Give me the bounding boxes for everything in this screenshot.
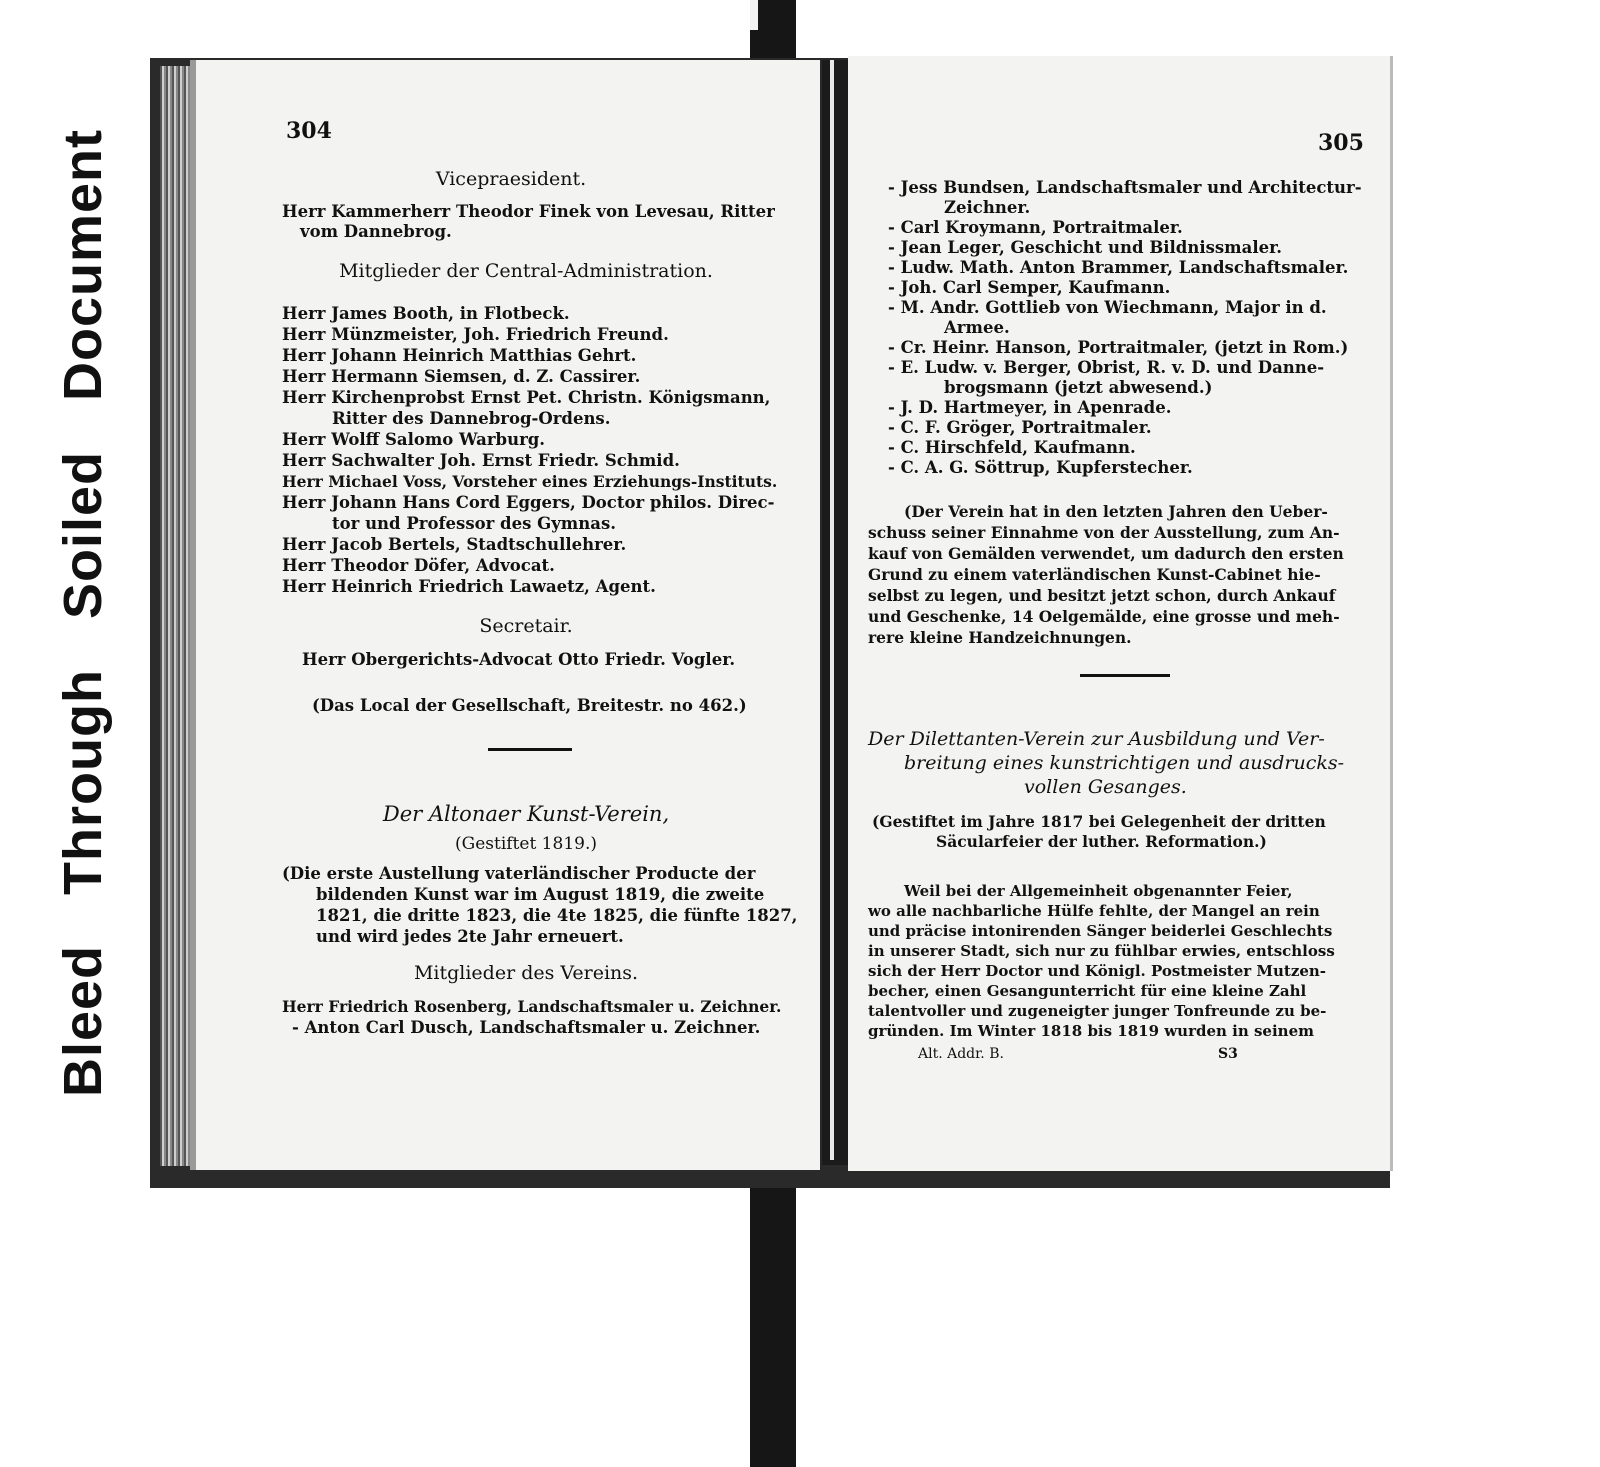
vice-heading: Vicepraesident. <box>435 168 587 190</box>
member-line: - Cr. Heinr. Hanson, Portraitmaler, (jetzt in Rom.) <box>888 338 1349 357</box>
note-line: rere kleine Handzeichnungen. <box>868 628 1132 647</box>
gutter-highlight <box>830 60 834 1160</box>
dilettanten-title-line: Der Dilettanten-Verein zur Ausbildung und Ver- <box>868 728 1325 750</box>
note-line: kauf von Gemälden verwendet, um dadurch den ersten <box>868 544 1344 563</box>
note-line: Grund zu einem vaterländischen Kunst-Cabinet hie- <box>868 565 1321 584</box>
secretary-heading: Secretair. <box>479 615 573 637</box>
members-line: - Anton Carl Dusch, Landschaftsmaler u. Zeichner. <box>292 1018 761 1037</box>
body-line: in unserer Stadt, sich nur zu fühlbar erwies, entschloss <box>868 942 1335 960</box>
member-line: - E. Ludw. v. Berger, Obrist, R. v. D. und Danne- <box>888 358 1325 377</box>
admin-line: Herr Heinrich Friedrich Lawaetz, Agent. <box>282 577 656 596</box>
body-line: wo alle nachbarliche Hülfe fehlte, der Mangel an rein <box>868 902 1320 920</box>
members-heading: Mitglieder des Vereins. <box>413 962 639 984</box>
admin-line: Herr Sachwalter Joh. Ernst Friedr. Schmid. <box>282 451 680 470</box>
body-line: Weil bei der Allgemeinheit obgenannter Feier, <box>904 882 1293 900</box>
secretary-line: Herr Obergerichts-Advocat Otto Friedr. Vogler. <box>302 650 736 669</box>
kunstverein-line: (Die erste Austellung vaterländischer Producte der <box>282 864 756 883</box>
section-rule <box>488 748 572 751</box>
gutter <box>822 60 848 1165</box>
note-line: (Der Verein hat in den letzten Jahren den Ueber- <box>904 502 1328 521</box>
admin-line: Herr James Booth, in Flotbeck. <box>282 304 570 323</box>
body-line: sich der Herr Doctor und Königl. Postmeister Mutzen- <box>868 962 1327 980</box>
body-line: becher, einen Gesangunterricht für eine kleine Zahl <box>868 982 1307 1000</box>
note-line: schuss seiner Einnahme von der Ausstellung, zum An- <box>868 523 1340 542</box>
section-rule <box>1080 674 1170 677</box>
local-line: (Das Local der Gesellschaft, Breitestr. no 462.) <box>312 696 747 715</box>
strip-edge <box>750 0 758 30</box>
page-number-left: 304 <box>286 118 332 144</box>
kunstverein-line: bildenden Kunst war im August 1819, die zweite <box>316 885 765 904</box>
member-line: - Jess Bundsen, Landschaftsmaler und Architectur- <box>888 178 1362 197</box>
kunstverein-title: Der Altonaer Kunst-Verein, <box>382 802 670 826</box>
admin-line: tor und Professor des Gymnas. <box>332 514 616 533</box>
member-line: brogsmann (jetzt abwesend.) <box>944 378 1213 397</box>
member-line: Armee. <box>944 318 1010 337</box>
admin-line: Herr Theodor Döfer, Advocat. <box>282 556 555 575</box>
right-page <box>848 56 1393 1171</box>
admin-line: Herr Kirchenprobst Ernst Pet. Christn. Königsmann, <box>282 388 771 407</box>
member-line: - C. F. Gröger, Portraitmaler. <box>888 418 1152 437</box>
dilettanten-founded-line: Säcularfeier der luther. Reformation.) <box>936 832 1267 851</box>
side-label-text: Bleed Through Soiled Document <box>53 128 113 1098</box>
member-line: - C. Hirschfeld, Kaufmann. <box>888 438 1136 457</box>
members-line: Herr Friedrich Rosenberg, Landschaftsmaler u. Zeichner. <box>282 997 782 1016</box>
side-label <box>40 88 126 1138</box>
body-line: gründen. Im Winter 1818 bis 1819 wurden in seinem <box>868 1022 1314 1040</box>
note-line: selbst zu legen, und besitzt jetzt schon, durch Ankauf <box>868 586 1336 605</box>
dilettanten-title-line: vollen Gesanges. <box>1024 776 1187 798</box>
member-line: Zeichner. <box>944 198 1031 217</box>
member-line: - J. D. Hartmeyer, in Apenrade. <box>888 398 1172 417</box>
admin-line: Herr Jacob Bertels, Stadtschullehrer. <box>282 535 627 554</box>
dilettanten-founded-line: (Gestiftet im Jahre 1817 bei Gelegenheit der dritten <box>872 812 1326 831</box>
admin-line: Herr Johann Heinrich Matthias Gehrt. <box>282 346 637 365</box>
body-line: talentvoller und zugeneigter junger Tonfreunde zu be- <box>868 1002 1327 1020</box>
page-edges <box>160 66 192 1166</box>
kunstverein-founded: (Gestiftet 1819.) <box>455 834 597 854</box>
left-page <box>190 60 820 1170</box>
member-line: - Ludw. Math. Anton Brammer, Landschaftsmaler. <box>888 258 1349 277</box>
body-line: und präcise intonirenden Sänger beiderlei Geschlechts <box>868 922 1333 940</box>
note-line: und Geschenke, 14 Oelgemälde, eine grosse und meh- <box>868 607 1340 626</box>
dilettanten-title-line: breitung eines kunstrichtigen und ausdrucks- <box>904 752 1345 774</box>
vice-line-2: vom Dannebrog. <box>300 222 452 241</box>
admin-line: Herr Münzmeister, Joh. Friedrich Freund. <box>282 325 669 344</box>
footer-left: Alt. Addr. B. <box>918 1046 1004 1062</box>
admin-line: Herr Michael Voss, Vorsteher eines Erziehungs-Instituts. <box>282 472 778 491</box>
member-line: - M. Andr. Gottlieb von Wiechmann, Major in d. <box>888 298 1327 317</box>
admin-line: Herr Hermann Siemsen, d. Z. Cassirer. <box>282 367 641 386</box>
footer-right: S3 <box>1218 1046 1238 1062</box>
vice-line-1: Herr Kammerherr Theodor Finek von Levesau, Ritter <box>282 202 775 221</box>
member-line: - C. A. G. Söttrup, Kupferstecher. <box>888 458 1193 477</box>
page-number-right: 305 <box>1318 130 1364 156</box>
admin-line: Ritter des Dannebrog-Ordens. <box>332 409 611 428</box>
member-line: - Jean Leger, Geschicht und Bildnissmaler. <box>888 238 1283 257</box>
member-line: - Carl Kroymann, Portraitmaler. <box>888 218 1183 237</box>
kunstverein-line: und wird jedes 2te Jahr erneuert. <box>316 927 624 946</box>
admin-heading: Mitglieder der Central-Administration. <box>339 260 713 282</box>
admin-line: Herr Wolff Salomo Warburg. <box>282 430 546 449</box>
member-line: - Joh. Carl Semper, Kaufmann. <box>888 278 1171 297</box>
admin-line: Herr Johann Hans Cord Eggers, Doctor philos. Direc- <box>282 493 775 512</box>
kunstverein-line: 1821, die dritte 1823, die 4te 1825, die fünfte 1827, <box>316 906 798 925</box>
